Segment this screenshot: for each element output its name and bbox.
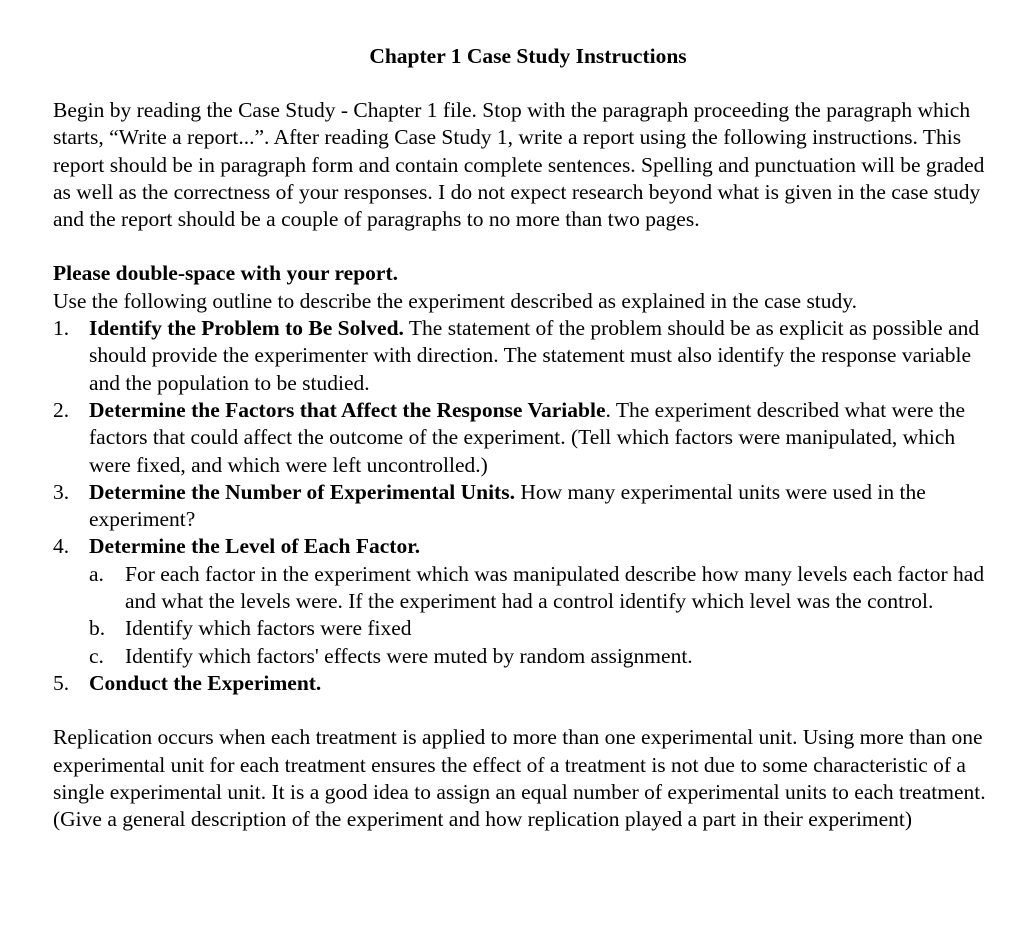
sub-letter: b. [89,616,106,641]
double-space-note: Please double-space with your report. [53,261,398,286]
sub-letter: c. [89,643,104,668]
page-title: Chapter 1 Case Study Instructions [369,44,687,68]
sub-item-b [89,615,993,642]
outline-number: 5. [53,670,70,695]
sub-text: Identify which factors' effects were muted by random assignment. [125,643,693,668]
outline-heading: Determine the Number of Experimental Units. [89,479,515,504]
sub-item-c [89,643,993,670]
outline-list [53,315,993,697]
outline-item-1 [53,315,993,397]
outline-number: 2. [53,397,70,422]
outline-text: . The experiment described what were the factors that could affect the outcome of the experiment. (Tell which factors were manipulated, which were fixed, and which were left uncontrolled.) [89,397,966,477]
sub-text: Identify which factors were fixed [125,616,412,641]
sub-letter: a. [89,561,104,586]
outline-heading: Identify the Problem to Be Solved. [89,316,404,341]
outline-item-4 [53,533,993,669]
spacer [53,233,993,260]
outline-item-5 [53,670,993,697]
outline-number: 4. [53,534,70,559]
outline-item-2 [53,397,993,479]
outline-item-3 [53,479,993,534]
outline-number: 3. [53,479,70,504]
sub-list [89,561,993,670]
spacer [53,697,993,724]
intro-paragraph: Begin by reading the Case Study - Chapter 1 file. Stop with the paragraph proceeding the paragraph which starts, “Write a report...”. After reading Case Study 1, write a report using the following instructions. This report should be in paragraph form and contain complete sentences. Spelling and punctuation will be graded as well as the correctness of your responses. I do not expect research beyond what is given in the case study and the report should be a couple of paragraphs to no more than two pages. [53,98,985,232]
outline-text: How many experimental units were used in the experiment? [89,479,926,532]
outline-text: The statement of the problem should be as explicit as possible and should provide the experimenter with direction. The statement must also identify the response variable and the population to be studied. [89,316,980,395]
document-page [53,41,993,833]
outline-heading: Determine the Level of Each Factor. [89,534,421,559]
sub-text: For each factor in the experiment which was manipulated describe how many levels each factor had and what the levels were. If the experiment had a control identify which level was the control. [125,561,985,614]
outline-heading: Conduct the Experiment. [89,670,322,695]
replication-paragraph: Replication occurs when each treatment is applied to more than one experimental unit. Using more than one experimental unit for each treatment ensures the effect of a treatment is not due to some characteristic of a single experimental unit. It is a good idea to assign an equal number of experimental units to each treatment. (Give a general description of the experiment and how replication played a part in their experiment) [53,725,986,832]
outline-intro: Use the following outline to describe the experiment described as explained in the case study. [53,288,858,313]
outline-heading: Determine the Factors that Affect the Response Variable [89,397,606,422]
sub-item-a [89,561,993,616]
outline-number: 1. [53,316,70,341]
